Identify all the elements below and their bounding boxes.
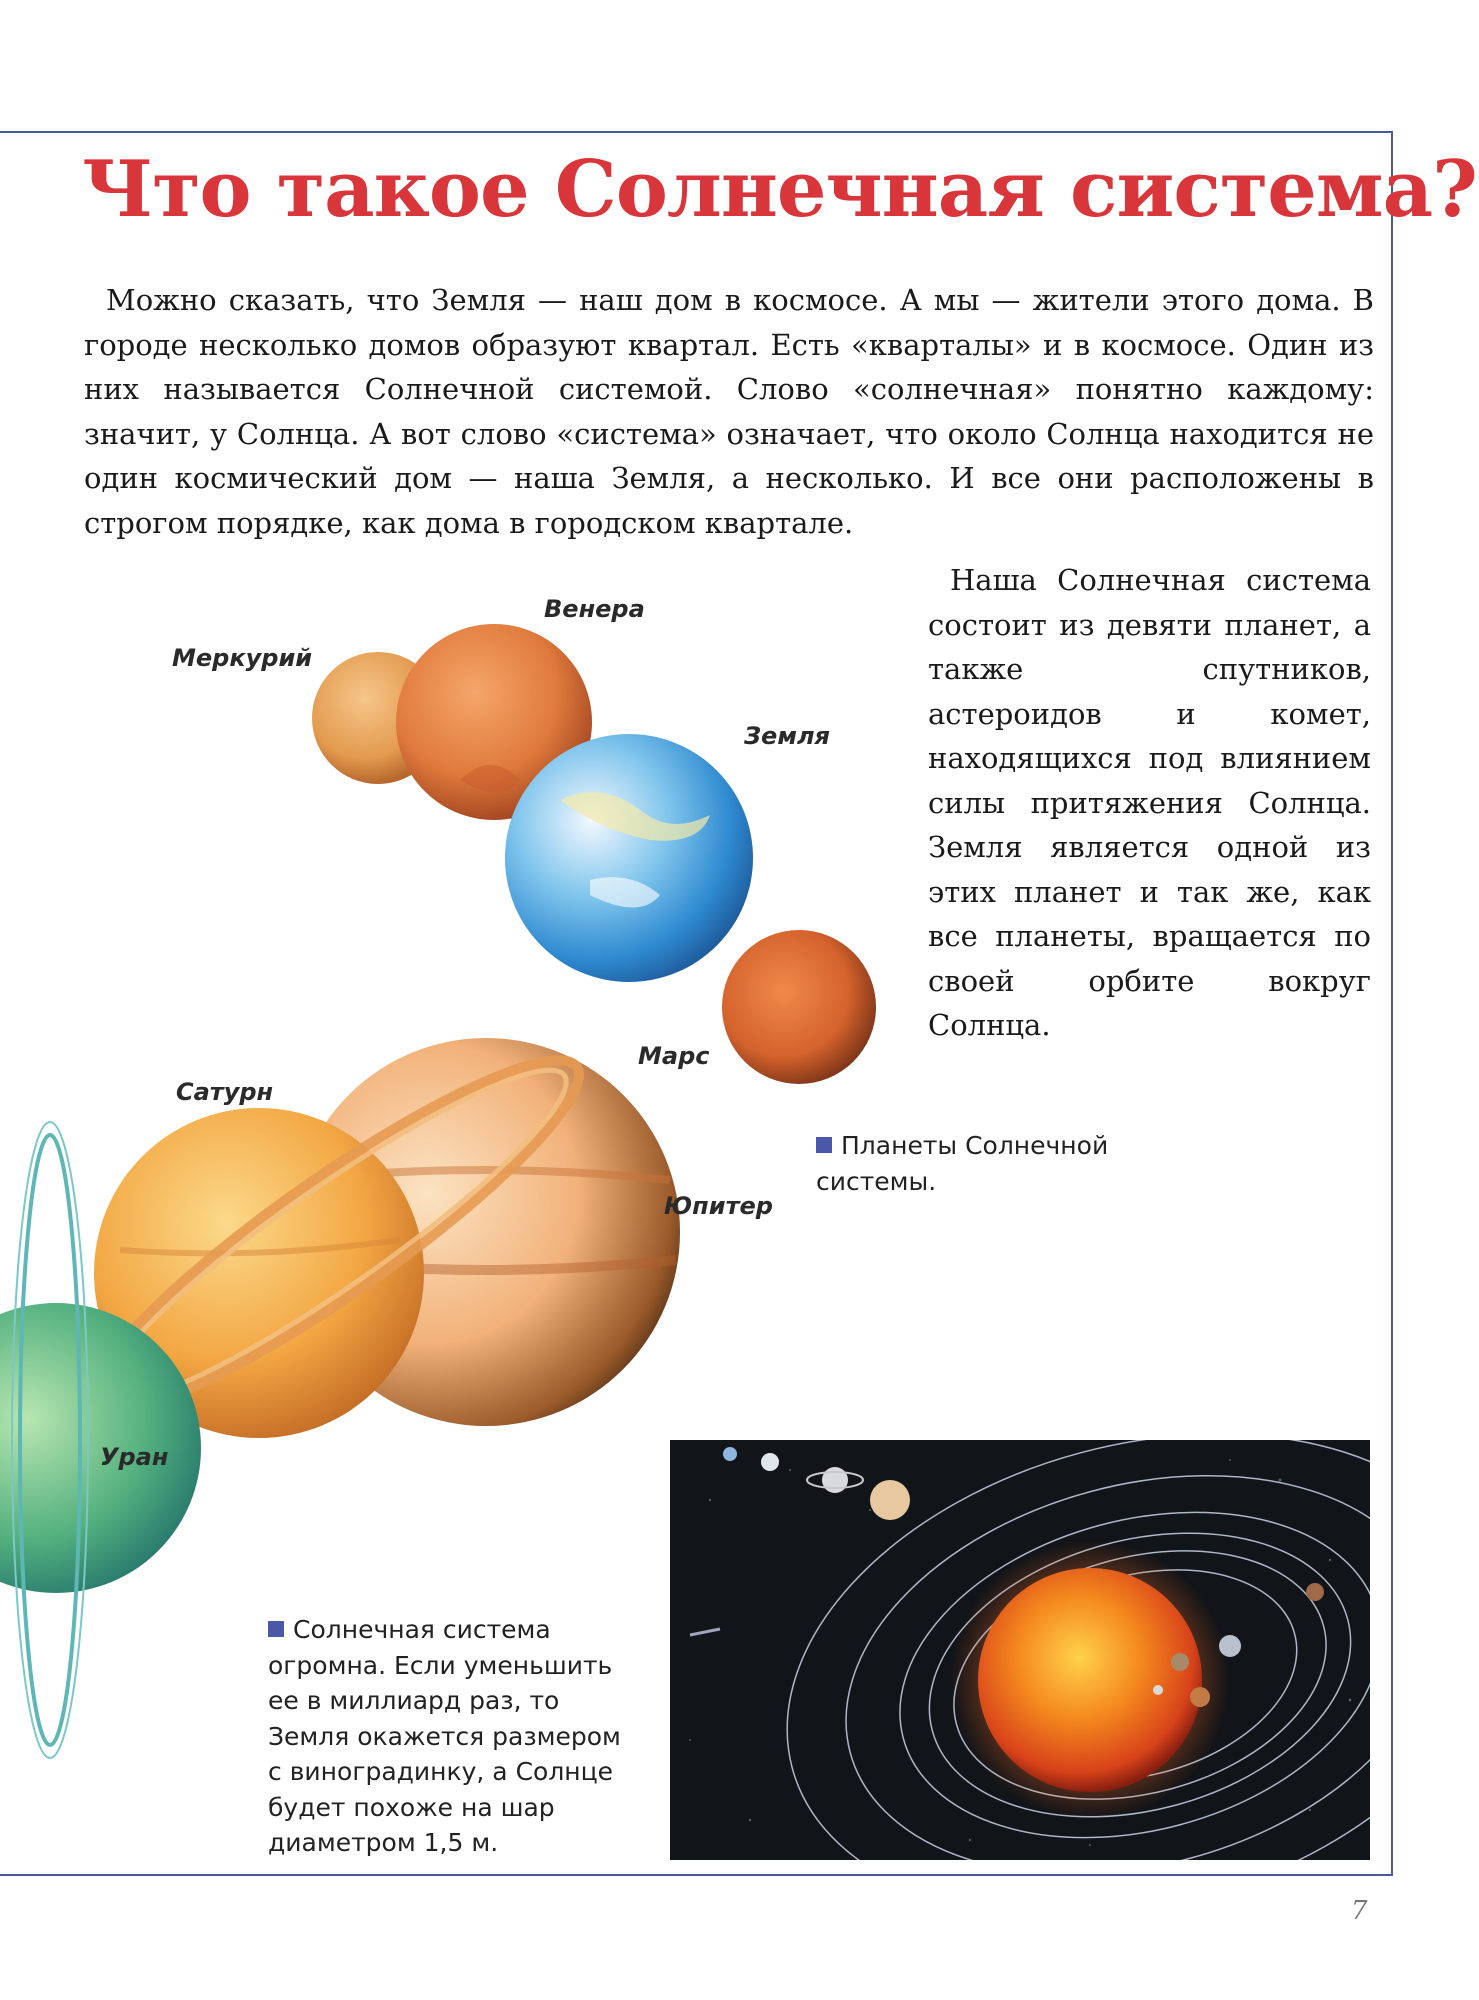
label-saturn: Сатурн xyxy=(176,1078,274,1106)
caption-scale-text: Солнечная система огромна. Если уменьшить ее в миллиард раз, то Земля окажется размером с виноградинку, а Солнце будет похоже на шар диаметром 1,5 м. xyxy=(268,1615,621,1857)
earth-illustration xyxy=(505,734,753,982)
label-mars: Марс xyxy=(638,1042,710,1070)
caption-bullet xyxy=(816,1137,832,1153)
label-jupiter: Юпитер xyxy=(664,1192,773,1220)
label-venus: Венера xyxy=(544,595,645,623)
caption-scale xyxy=(268,1612,628,1861)
caption-planets xyxy=(816,1128,1116,1199)
intro-text: Можно сказать, что Земля — наш дом в космосе. А мы — жители этого дома. В городе несколько домов образуют квартал. Есть «кварталы» и в космосе. Один из них называется Солнечной системой. Слово «солнечная» понятно каждому: значит, у Солнца. А вот слово «система» означает, что около Солнца находится не один космический дом — наша Земля, а несколько. И все они расположены в строгом порядке, как дома в городском квартале. xyxy=(84,283,1374,540)
mars-illustration xyxy=(722,930,876,1084)
caption-bullet xyxy=(268,1621,284,1637)
caption-planets-text: Планеты Солнечной системы. xyxy=(816,1131,1109,1196)
label-earth: Земля xyxy=(744,722,830,750)
solar-system-image xyxy=(670,1440,1370,1860)
side-text: Наша Солнечная система состоит из девяти планет, а также спутников, астероидов и комет, находящихся под влиянием силы притяжения Солнца. Земля является одной из этих планет и так же, как все планеты, вращается по своей орбите вокруг Солнца. xyxy=(928,563,1371,1042)
label-uranus: Уран xyxy=(100,1443,169,1471)
page-number: 7 xyxy=(1351,1896,1368,1926)
sun-image xyxy=(978,1568,1202,1792)
page-title: Что такое Солнечная система? xyxy=(82,144,1477,235)
label-mercury: Меркурий xyxy=(172,644,313,672)
